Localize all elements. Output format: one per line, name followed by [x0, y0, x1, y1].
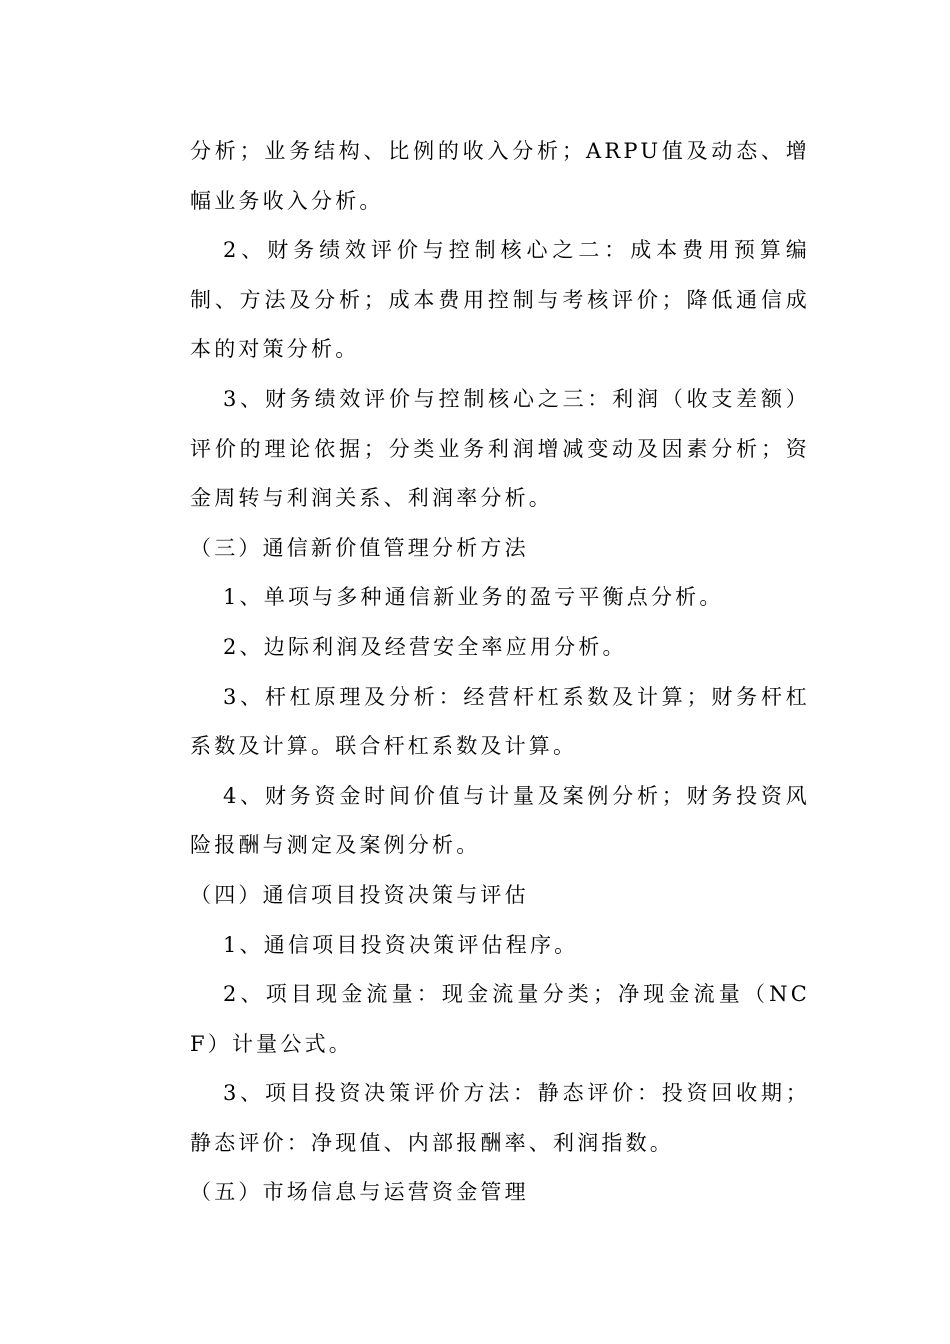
section-heading-5: （五）市场信息与运营资金管理: [190, 1180, 529, 1205]
document-body: [190, 127, 810, 1218]
list-item-2: 2、边际利润及经营安全率应用分析。: [223, 634, 627, 659]
list-item-1: 1、单项与多种通信新业务的盈亏平衡点分析。: [223, 585, 724, 610]
list-item-1: 1、通信项目投资决策评估程序。: [223, 932, 579, 957]
paragraph-continuation: 分析；业务结构、比例的收入分析；ARPU值及动态、增幅业务收入分析。: [190, 139, 810, 213]
list-item-3: 3、杆杠原理及分析：经营杆杠系数及计算；财务杆杠系数及计算。联合杆杠系数及计算。: [190, 684, 810, 759]
list-item-2: 2、财务绩效评价与控制核心之二：成本费用预算编制、方法及分析；成本费用控制与考核评价；降低通信成本的对策分析。: [190, 238, 810, 362]
list-item-3: 3、财务绩效评价与控制核心之三：利润（收支差额）评价的理论依据；分类业务利润增减变动及因素分析；资金周转与利润关系、利润率分析。: [190, 386, 810, 511]
list-item-2: 2、项目现金流量：现金流量分类；净现金流量（NCF）计量公式。: [190, 982, 810, 1056]
section-heading-4: （四）通信项目投资决策与评估: [190, 882, 529, 907]
section-heading-3: （三）通信新价值管理分析方法: [190, 535, 529, 560]
list-item-3: 3、项目投资决策评价方法：静态评价：投资回收期；静态评价：净现值、内部报酬率、利润指数。: [190, 1081, 810, 1155]
list-item-4: 4、财务资金时间价值与计量及案例分析；财务投资风险报酬与测定及案例分析。: [190, 783, 810, 858]
